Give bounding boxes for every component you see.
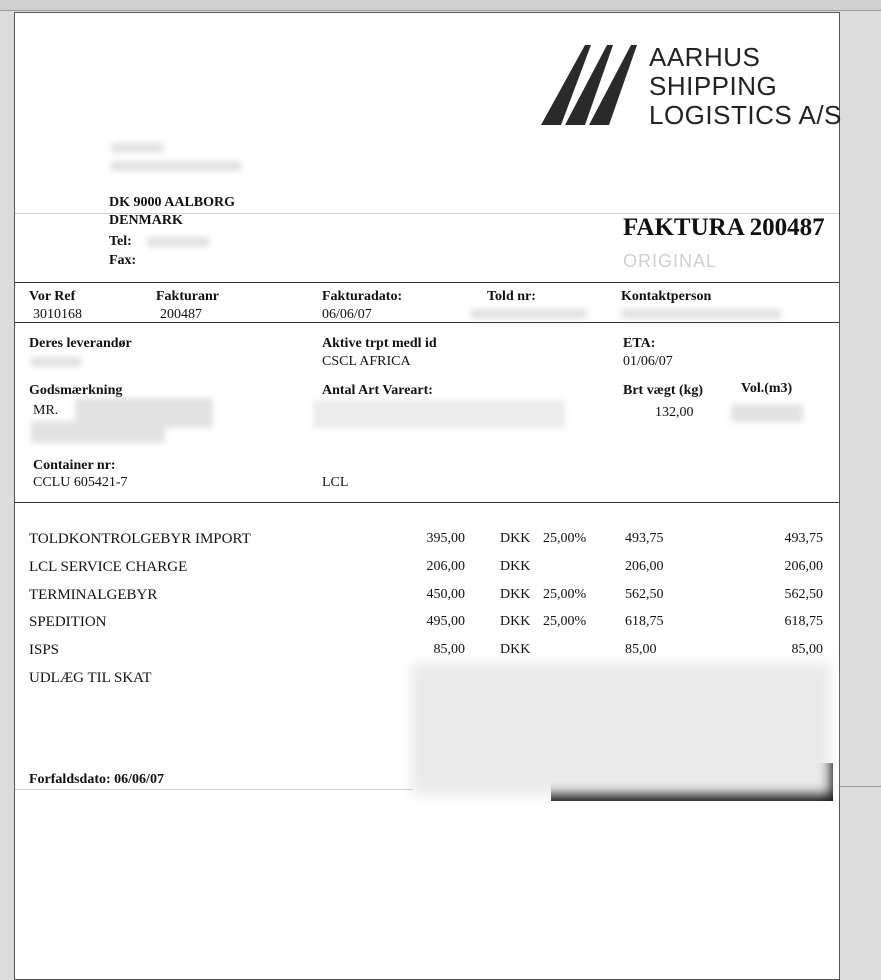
ref-row-bottom-rule bbox=[15, 322, 839, 323]
line-currency: DKK bbox=[500, 587, 531, 602]
trpt-label: Aktive trpt medl id bbox=[322, 336, 437, 351]
line-desc: ISPS bbox=[29, 642, 60, 658]
line-desc: UDLÆG TIL SKAT bbox=[29, 670, 152, 686]
recipient-fax-label: Fax: bbox=[109, 253, 137, 268]
vol-label: Vol.(m3) bbox=[741, 381, 793, 396]
line-amount: 395,00 bbox=[426, 531, 465, 546]
redacted-leverandor bbox=[31, 357, 81, 367]
container-value: CCLU 605421-7 bbox=[33, 475, 128, 490]
fakturanr-label: Fakturanr bbox=[156, 289, 219, 304]
eta-value: 01/06/07 bbox=[623, 354, 673, 369]
line-amount: 85,00 bbox=[433, 642, 465, 657]
redacted-vol bbox=[731, 404, 803, 422]
redacted-vareart bbox=[313, 400, 565, 428]
line-currency: DKK bbox=[500, 642, 531, 657]
godsmaerkning-label: Godsmærkning bbox=[29, 383, 123, 398]
shipping-stripes-logo-icon bbox=[541, 43, 641, 127]
line-total: 85,00 bbox=[791, 642, 823, 657]
invoice-title: FAKTURA 200487 bbox=[623, 214, 825, 241]
line-desc: TOLDKONTROLGEBYR IMPORT bbox=[29, 531, 251, 547]
line-total: 493,75 bbox=[784, 531, 823, 546]
line-incl-vat: 493,75 bbox=[625, 531, 664, 546]
forfaldsdato: Forfaldsdato: 06/06/07 bbox=[29, 772, 164, 787]
invoice-page bbox=[14, 12, 840, 980]
vor-ref-label: Vor Ref bbox=[29, 289, 76, 304]
line-incl-vat: 562,50 bbox=[625, 587, 664, 602]
redacted-kontaktperson bbox=[621, 309, 781, 319]
redacted-told-nr bbox=[471, 309, 587, 319]
line-amount: 206,00 bbox=[426, 559, 465, 574]
recipient-tel-label: Tel: bbox=[109, 234, 132, 249]
recipient-country: DENMARK bbox=[109, 213, 183, 228]
line-currency: DKK bbox=[500, 614, 531, 629]
line-total: 562,50 bbox=[784, 587, 823, 602]
recipient-city: DK 9000 AALBORG bbox=[109, 195, 236, 210]
lcl-value: LCL bbox=[322, 475, 349, 490]
company-name-line-2: SHIPPING bbox=[649, 71, 778, 101]
trpt-value: CSCL AFRICA bbox=[322, 354, 411, 369]
eta-label: ETA: bbox=[623, 336, 656, 351]
told-nr-label: Told nr: bbox=[487, 289, 536, 304]
leverandor-label: Deres leverandør bbox=[29, 336, 132, 351]
brt-vaegt-label: Brt vægt (kg) bbox=[623, 383, 704, 398]
redacted-gods-line-2 bbox=[31, 421, 165, 443]
line-currency: DKK bbox=[500, 531, 531, 546]
line-desc: SPEDITION bbox=[29, 614, 107, 630]
fakturadato-label: Fakturadato: bbox=[322, 289, 403, 304]
kontaktperson-label: Kontaktperson bbox=[621, 289, 712, 304]
fakturadato-value: 06/06/07 bbox=[322, 307, 372, 322]
line-amount: 450,00 bbox=[426, 587, 465, 602]
company-name bbox=[649, 43, 842, 130]
original-stamp: ORIGINAL bbox=[623, 251, 718, 271]
container-label: Container nr: bbox=[33, 458, 116, 473]
line-vat: 25,00% bbox=[543, 614, 587, 629]
fold-mark-line-lower-right bbox=[840, 786, 881, 787]
ref-row-top-rule bbox=[15, 282, 839, 283]
line-total: 206,00 bbox=[784, 559, 823, 574]
fakturanr-value: 200487 bbox=[160, 307, 202, 322]
fold-mark-line-lower-left bbox=[15, 789, 413, 790]
line-total: 618,75 bbox=[784, 614, 823, 629]
line-vat: 25,00% bbox=[543, 587, 587, 602]
vor-ref-value: 3010168 bbox=[33, 307, 82, 322]
redacted-totals bbox=[411, 663, 831, 795]
antal-label: Antal Art Vareart: bbox=[322, 383, 433, 398]
line-currency: DKK bbox=[500, 559, 531, 574]
redacted-recipient-street bbox=[111, 161, 241, 171]
details-bottom-rule bbox=[15, 502, 839, 503]
line-desc: TERMINALGEBYR bbox=[29, 587, 158, 603]
line-incl-vat: 85,00 bbox=[625, 642, 657, 657]
company-name-line-3: LOGISTICS A/S bbox=[649, 100, 842, 130]
company-name-line-1: AARHUS bbox=[649, 42, 761, 72]
godsmaerkning-value: MR. bbox=[33, 403, 59, 418]
viewer-top-strip bbox=[0, 0, 881, 11]
line-amount: 495,00 bbox=[426, 614, 465, 629]
redacted-tel bbox=[147, 237, 209, 247]
redacted-recipient-name bbox=[111, 143, 163, 153]
line-incl-vat: 206,00 bbox=[625, 559, 664, 574]
brt-vaegt-value: 132,00 bbox=[655, 405, 694, 420]
line-vat: 25,00% bbox=[543, 531, 587, 546]
line-desc: LCL SERVICE CHARGE bbox=[29, 559, 188, 575]
line-incl-vat: 618,75 bbox=[625, 614, 664, 629]
